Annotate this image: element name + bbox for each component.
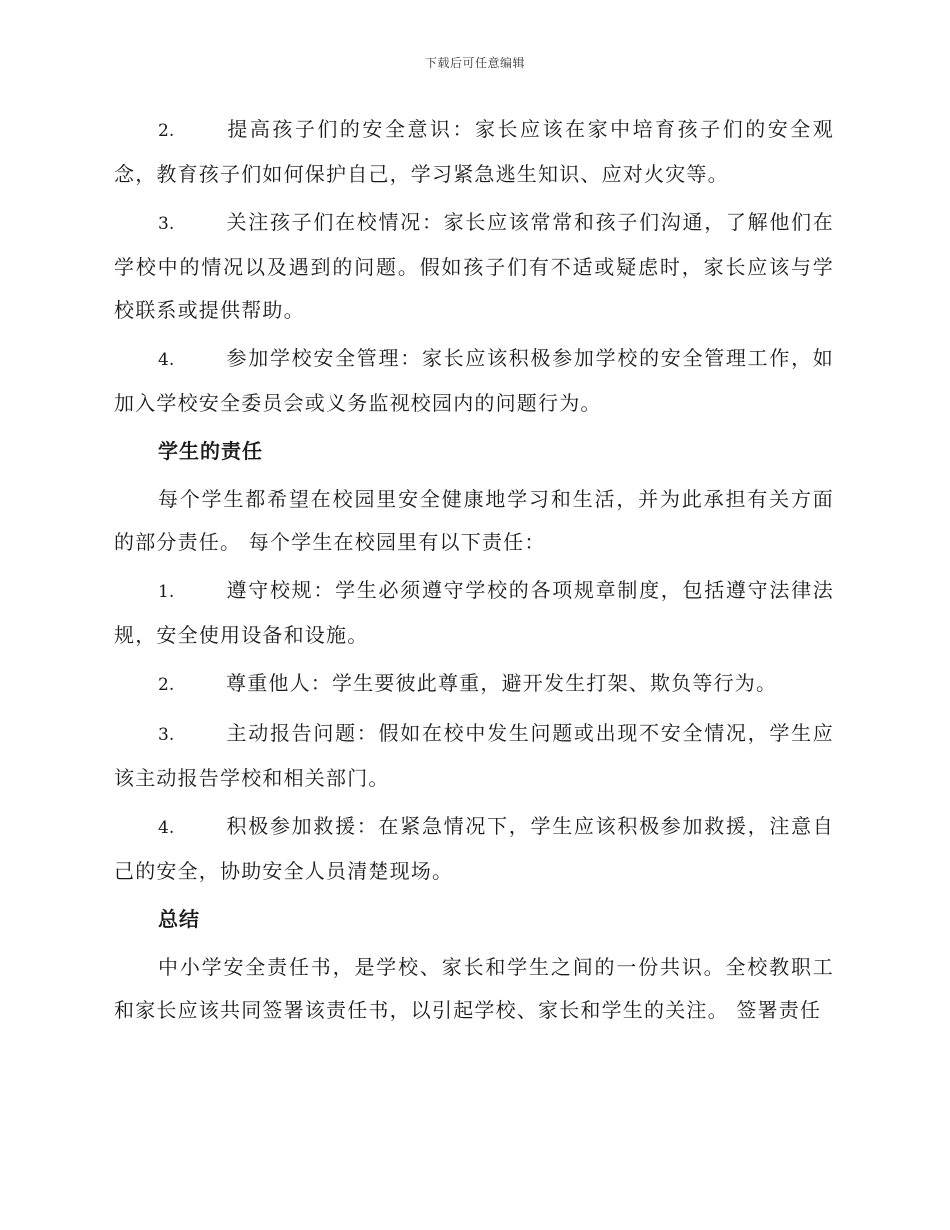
list-item <box>114 108 834 196</box>
list-item <box>114 805 834 893</box>
list-item-number: 4. <box>158 350 175 370</box>
paragraph: 中小学安全责任书，是学校、家长和学生之间的一份共识。全校教职工和家长应该共同签署该责任书，以引起学校、家长和学生的关注。 签署责任 <box>114 955 834 1022</box>
list-item <box>114 662 834 707</box>
document-body <box>114 108 834 1037</box>
list-item-text: 关注孩子们在校情况：家长应该常常和孩子们沟通，了解他们在学校中的情况以及遇到的问题。假如孩子们有不适或疑虑时，家长应该与学校联系或提供帮助。 <box>114 210 834 322</box>
paragraph: 每个学生都希望在校园里安全健康地学习和生活，并为此承担有关方面的部分责任。 每个学生在校园里有以下责任： <box>114 487 834 554</box>
list-item <box>114 337 834 425</box>
list-item-text: 遵守校规：学生必须遵守学校的各项规章制度，包括遵守法律法规，安全使用设备和设施。 <box>114 578 834 647</box>
list-item <box>114 712 834 800</box>
list-item-number: 1. <box>158 582 175 602</box>
list-item-number: 4. <box>158 818 175 838</box>
list-item-number: 2. <box>158 675 175 695</box>
section-heading: 总结 <box>158 907 200 931</box>
list-item-number: 2. <box>158 121 175 141</box>
page-header: 下载后可任意编辑 <box>424 56 525 70</box>
list-item-text: 主动报告问题：假如在校中发生问题或出现不安全情况，学生应该主动报告学校和相关部门。 <box>114 721 834 790</box>
list-item-text: 积极参加救援：在紧急情况下，学生应该积极参加救援，注意自己的安全，协助安全人员清楚现场。 <box>114 814 834 883</box>
list-item-text: 提高孩子们的安全意识：家长应该在家中培育孩子们的安全观念，教育孩子们如何保护自己，学习紧急逃生知识、应对火灾等。 <box>114 117 834 186</box>
list-item-text: 参加学校安全管理：家长应该积极参加学校的安全管理工作，如加入学校安全委员会或义务监视校园内的问题行为。 <box>114 346 834 415</box>
list-item-number: 3. <box>158 725 175 745</box>
list-item <box>114 201 834 332</box>
section-heading: 学生的责任 <box>158 439 263 463</box>
list-item <box>114 569 834 657</box>
list-item-number: 3. <box>158 214 175 234</box>
list-item-text: 尊重他人：学生要彼此尊重，避开发生打架、欺负等行为。 <box>226 671 778 695</box>
